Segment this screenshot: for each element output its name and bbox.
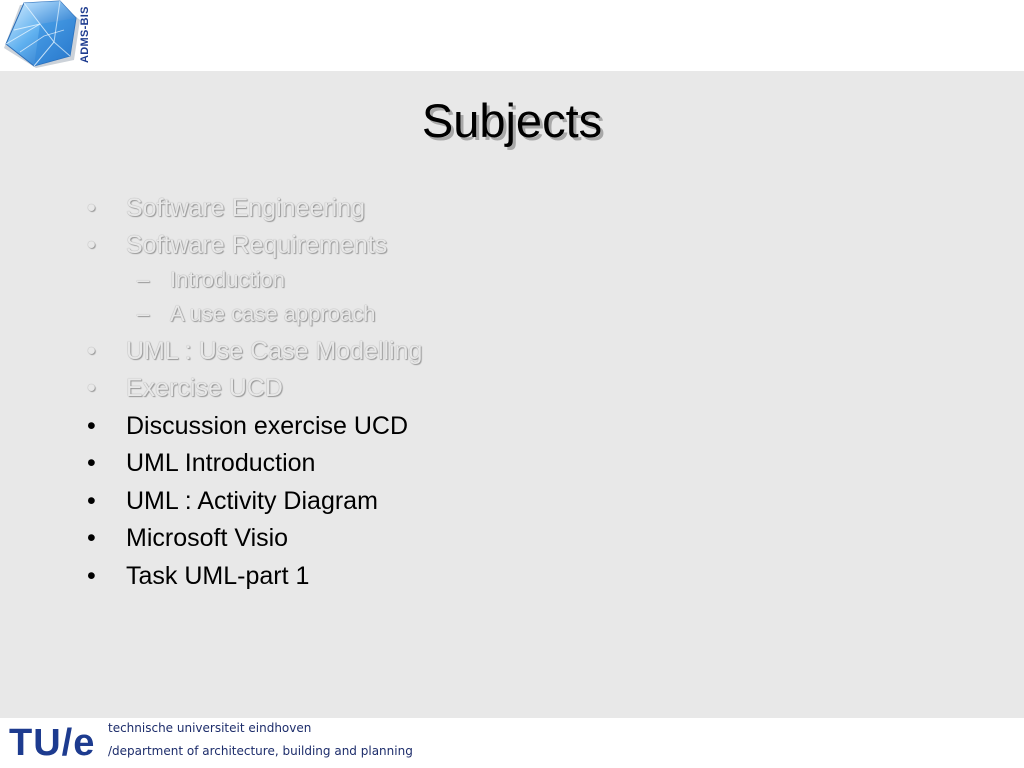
list-item-text: Task UML-part 1: [126, 562, 310, 590]
dash-marker: –: [137, 301, 150, 326]
bullet-marker: •: [87, 449, 96, 477]
bullet-marker: •: [87, 337, 96, 365]
header-band: [0, 0, 1024, 71]
list-item-text: Discussion exercise UCD: [126, 412, 409, 440]
list-item-text: UML Introduction: [126, 449, 316, 477]
dash-marker: –: [137, 267, 150, 292]
list-item-text: A use case approach: [170, 301, 376, 326]
bullet-marker: •: [87, 194, 96, 222]
list-item-text: Exercise UCD: [126, 374, 283, 402]
department-name: /department of architecture, building and planning: [108, 744, 413, 758]
bullet-marker: •: [87, 524, 96, 552]
list-item-text: Microsoft Visio: [126, 524, 289, 552]
bullet-marker: •: [87, 487, 96, 515]
list-item-text: Software Engineering: [126, 194, 366, 222]
bullet-marker: •: [87, 231, 96, 259]
list-item-text: Introduction: [170, 267, 285, 292]
list-item-text: UML : Activity Diagram: [126, 487, 378, 515]
list-item-text: UML : Use Case Modelling: [126, 337, 423, 365]
tue-logo: TU/e: [9, 722, 96, 764]
bullet-marker: •: [87, 562, 96, 590]
logo-label: ADMS-BIS: [79, 6, 91, 64]
bullet-marker: •: [87, 412, 96, 440]
university-name: technische universiteit eindhoven: [108, 721, 312, 735]
adms-bis-logo: [0, 0, 100, 71]
list-item-text: Software Requirements: [126, 231, 388, 259]
bullet-marker: •: [87, 374, 96, 402]
crystal-cube-icon: [0, 0, 82, 71]
slide-title: Subjects: [421, 94, 603, 147]
